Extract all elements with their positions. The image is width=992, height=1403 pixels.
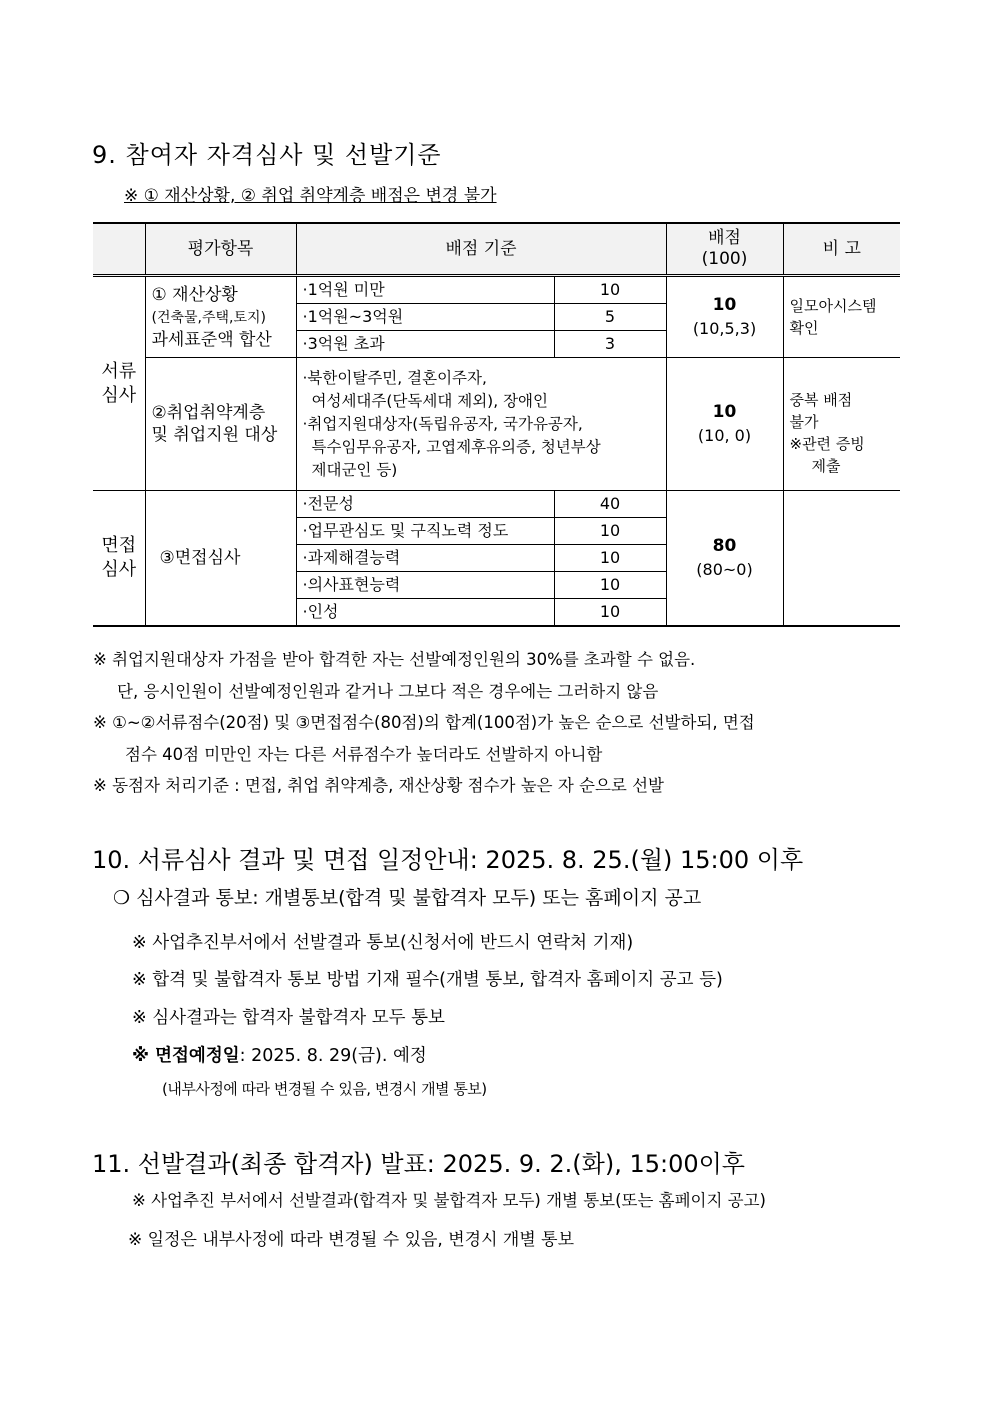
doc-review-category: 서류 심사	[93, 276, 145, 491]
section-9-title: 9. 참여자 자격심사 및 선발기준	[92, 141, 442, 169]
section-10-item-3: ※ 심사결과는 합격자 불합격자 모두 통보	[132, 1008, 445, 1028]
note-2-line-2: 점수 40점 미만인 자는 다른 서류점수가 높더라도 선발하지 아니함	[125, 745, 603, 764]
property-points-3: 3	[554, 331, 666, 358]
interview-date-note: (내부사정에 따라 변경될 수 있음, 변경시 개별 통보)	[162, 1080, 487, 1098]
note-2-line-1: ※ ①~②서류점수(20점) 및 ③면접점수(80점)의 합계(100점)가 높은 순으로 선발하되, 면접	[93, 713, 755, 732]
selection-criteria-table	[93, 222, 900, 627]
interview-category: 면접 심사	[93, 491, 145, 627]
interview-score: 80 (80~0)	[666, 491, 783, 627]
note-1-line-1: ※ 취업지원대상자 가점을 받아 합격한 자는 선발예정인원의 30%를 초과할 수 없음.	[93, 650, 696, 669]
vulnerable-criteria: ·북한이탈주민, 결혼이주자, 여성세대주(단독세대 제외), 장애인 ·취업지원대상자(독립유공자, 국가유공자, 특수임무유공자, 고엽제후유의증, 청년부상 제대군인 등)	[296, 358, 666, 491]
property-points-2: 5	[554, 304, 666, 331]
vulnerable-item: ②취업취약계층 및 취업지원 대상	[145, 358, 296, 491]
interview-item: ③면접심사	[145, 491, 296, 627]
section-11-title: 11. 선발결과(최종 합격자) 발표: 2025. 9. 2.(화), 15:00이후	[92, 1150, 745, 1178]
interview-criteria-2: ·업무관심도 및 구직노력 정도	[296, 518, 554, 545]
interview-criteria-5: ·인성	[296, 599, 554, 627]
header-note: 비 고	[783, 223, 900, 276]
interview-date-line: ※ 면접예정일: 2025. 8. 29(금). 예정	[132, 1046, 427, 1066]
header-item: 평가항목	[145, 223, 296, 276]
interview-criteria-3: ·과제해결능력	[296, 545, 554, 572]
property-criteria-3: ·3억원 초과	[296, 331, 554, 358]
interview-points-5: 10	[554, 599, 666, 627]
header-score: 배점 (100)	[666, 223, 783, 276]
interview-points-4: 10	[554, 572, 666, 599]
table-row	[93, 358, 900, 491]
property-points-1: 10	[554, 276, 666, 304]
property-criteria-1: ·1억원 미만	[296, 276, 554, 304]
vulnerable-note: 중복 배점 불가 ※관련 증빙 제출	[783, 358, 900, 491]
section-10-item-1: ※ 사업추진부서에서 선발결과 통보(신청서에 반드시 연락처 기재)	[132, 933, 634, 953]
section-9-subnote: ※ ① 재산상황, ② 취업 취약계층 배점은 변경 불가	[124, 186, 497, 206]
section-10-item-2: ※ 합격 및 불합격자 통보 방법 기재 필수(개별 통보, 합격자 홈페이지 공고 등)	[132, 970, 723, 990]
interview-points-3: 10	[554, 545, 666, 572]
section-10-title: 10. 서류심사 결과 및 면접 일정안내: 2025. 8. 25.(월) 15:00 이후	[92, 846, 804, 874]
interview-points-2: 10	[554, 518, 666, 545]
property-item: ① 재산상황 (건축물,주택,토지) 과세표준액 합산	[145, 276, 296, 358]
header-empty	[93, 223, 145, 276]
note-3: ※ 동점자 처리기준 : 면접, 취업 취약계층, 재산상황 점수가 높은 자 순으로 선발	[93, 776, 664, 795]
vulnerable-score: 10 (10, 0)	[666, 358, 783, 491]
section-10-bullet: ❍ 심사결과 통보: 개별통보(합격 및 불합격자 모두) 또는 홈페이지 공고	[113, 887, 702, 909]
interview-criteria-1: ·전문성	[296, 491, 554, 518]
property-criteria-2: ·1억원~3억원	[296, 304, 554, 331]
section-11-item-2: ※ 일정은 내부사정에 따라 변경될 수 있음, 변경시 개별 통보	[128, 1230, 574, 1250]
table-row	[93, 491, 900, 518]
interview-points-1: 40	[554, 491, 666, 518]
interview-criteria-4: ·의사표현능력	[296, 572, 554, 599]
table-row	[93, 276, 900, 304]
header-criteria: 배점 기준	[296, 223, 666, 276]
interview-note	[783, 491, 900, 627]
property-note: 일모아시스템 확인	[783, 276, 900, 358]
section-11-item-1: ※ 사업추진 부서에서 선발결과(합격자 및 불합격자 모두) 개별 통보(또는 홈페이지 공고)	[132, 1191, 766, 1210]
property-score: 10 (10,5,3)	[666, 276, 783, 358]
table-header-row	[93, 223, 900, 276]
note-1-line-2: 단, 응시인원이 선발예정인원과 같거나 그보다 적은 경우에는 그러하지 않음	[117, 682, 659, 701]
